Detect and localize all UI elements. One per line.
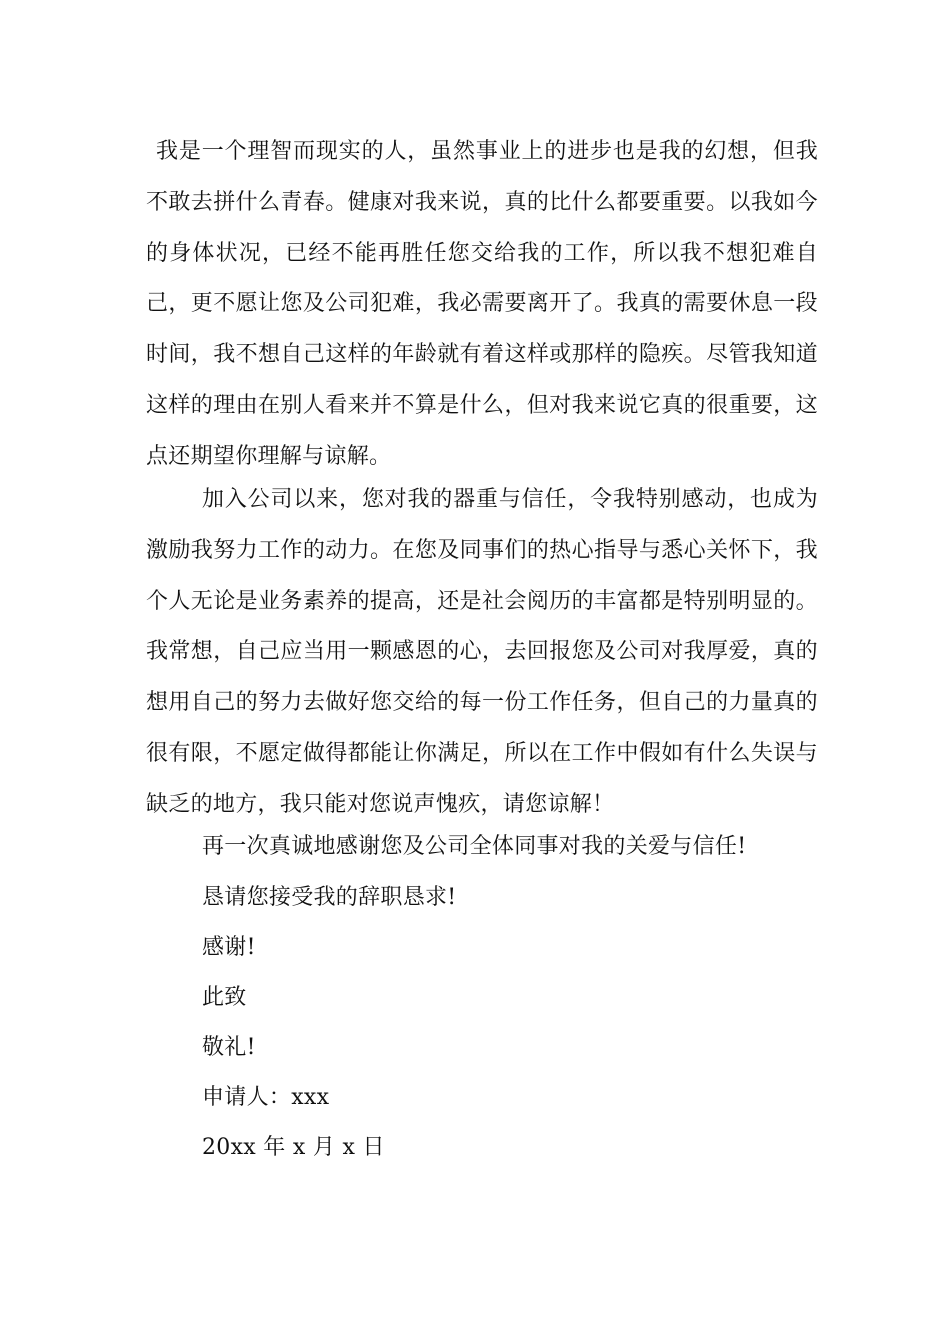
thanks-line: 再一次真诚地感谢您及公司全体同事对我的关爱与信任!	[202, 834, 747, 859]
applicant-signature: 申请人：xxx	[202, 1085, 330, 1110]
paragraph-gratitude: 加入公司以来，您对我的器重与信任，令我特别感动，也成为激励我努力工作的动力。在您及同事们的热心指导与悉心关怀下，我个人无论是业务素养的提高，还是社会阅历的丰富都是特别明显的。我常想，自己应当用一颗感恩的心，去回报您及公司对我厚爱，真的想用自己的努力去做好您交给的每一份工作任务，但自己的力量真的很有限，不愿定做得都能让你满足，所以在工作中假如有什么失误与缺乏的地方，我只能对您说声愧疚，请您谅解！	[146, 487, 818, 817]
closing-salutation: 此致	[202, 985, 247, 1010]
closing-regards: 敬礼!	[202, 1035, 256, 1060]
request-line: 恳请您接受我的辞职恳求!	[202, 885, 457, 910]
paragraph-health-reason: 我是一个理智而现实的人，虽然事业上的进步也是我的幻想，但我不敢去拼什么青春。健康对我来说，真的比什么都要重要。以我如今的身体状况，已经不能再胜任您交给我的工作，所以我不想犯难自己，更不愿让您及公司犯难，我必需要离开了。我真的需要休息一段时间，我不想自己这样的年龄就有着这样或那样的隐疾。尽管我知道这样的理由在别人看来并不算是什么，但对我来说它真的很重要，这点还期望你理解与谅解。	[146, 139, 818, 469]
thanks-word: 感谢!	[202, 935, 256, 960]
letter-date: 20xx 年 x 月 x 日	[202, 1135, 385, 1160]
